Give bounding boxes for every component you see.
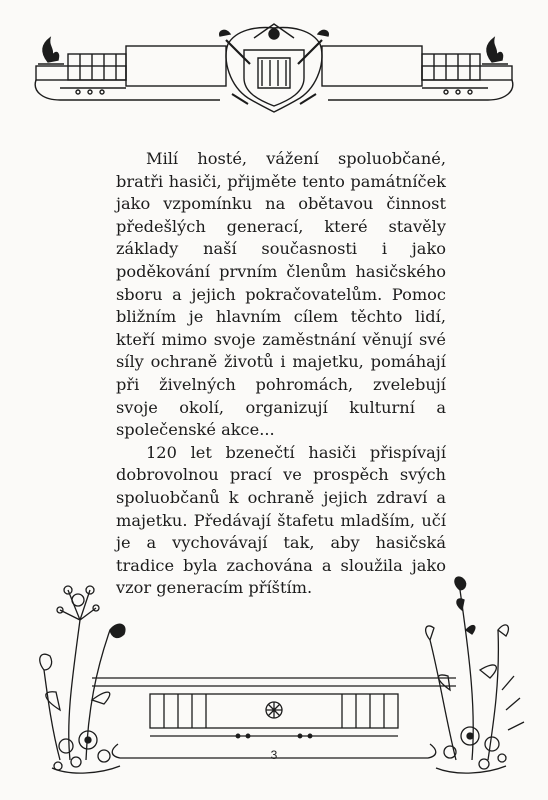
paragraph-1: Milí hosté, vážení spoluobčané, bratři hasiči, přijměte tento památníček jako vzpomínku na obětavou činnost předešlých generací, které stavěly základy naší současnosti i jako poděkování prvním členům hasičského sboru a jejich pokračovatelům. Pomoc bližním je hlavním cílem těchto lidí, kteří mimo svoje zaměstnání věnují své síly ochraně životů i majetku, pomáhají při živelných pohromách, zvelebují svoje okolí, organizují kulturní a společenské akce...: [116, 149, 446, 440]
body-text: [116, 148, 446, 600]
page-number: 3: [270, 748, 278, 762]
paragraph-2: 120 let bzenečtí hasiči přispívají dobrovolnou prací ve prospěch svých spoluobčanů k ochraně jejich zdraví a majetku. Předávají štafetu mladším, učí je a vychovávají tak, aby hasičská tradice byla zachována a sloužila jako vzor generacím příštím.: [116, 442, 446, 598]
header-ornament: [0, 0, 548, 120]
footer-ornament: [0, 560, 548, 800]
